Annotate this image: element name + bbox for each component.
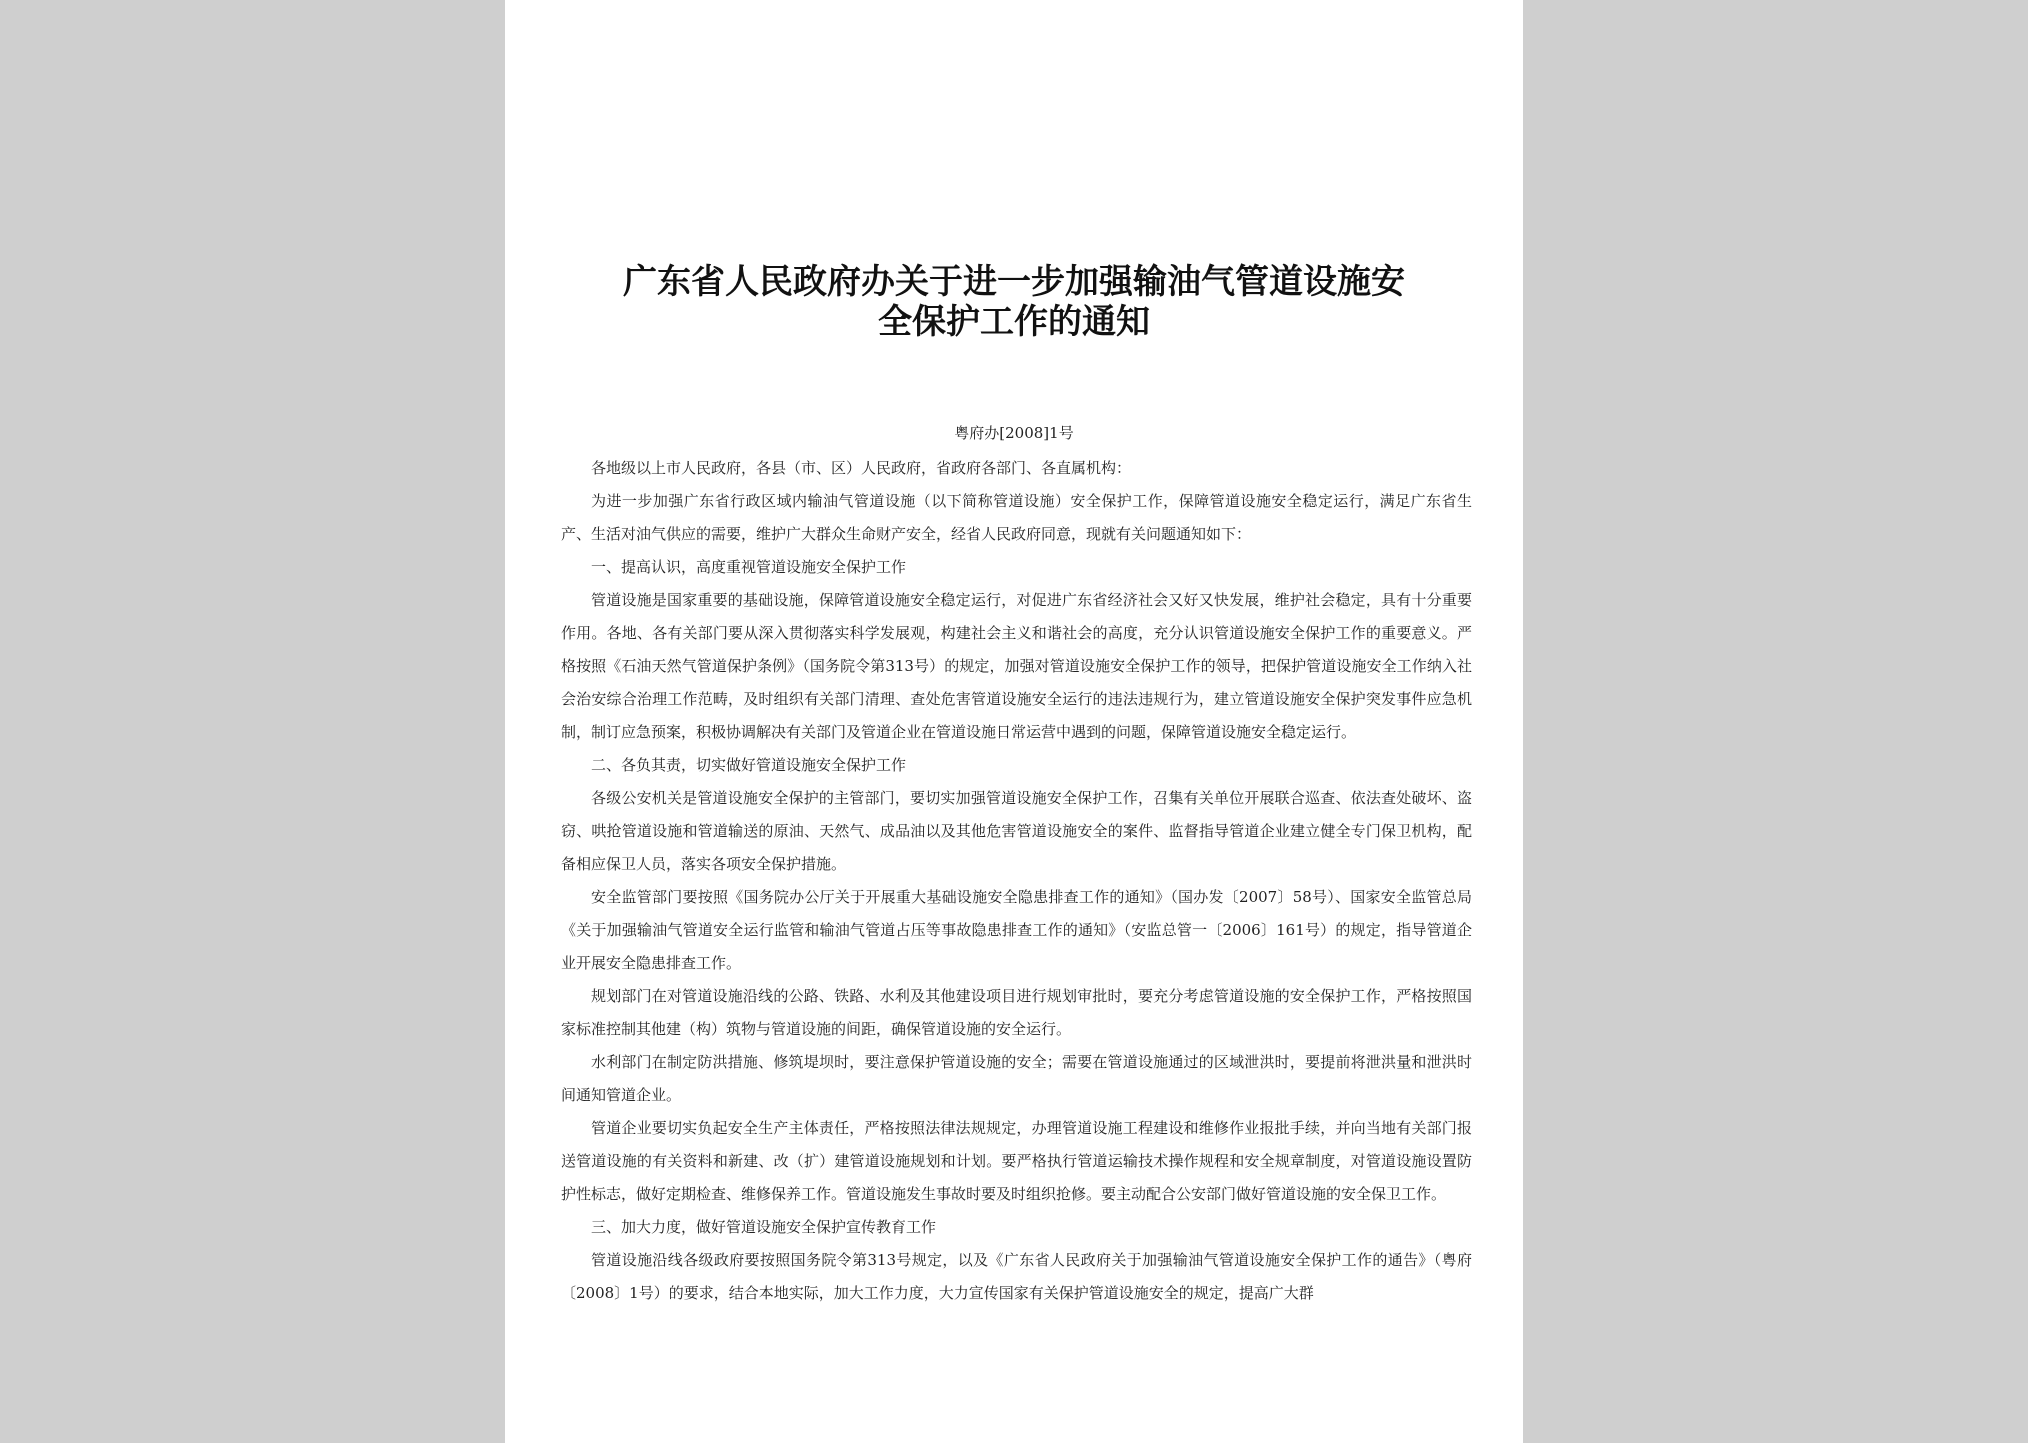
paragraph: 管道企业要切实负起安全生产主体责任，严格按照法律法规规定，办理管道设施工程建设和维修作业报批手续，并向当地有关部门报送管道设施的有关资料和新建、改（扩）建管道设施规划和计划。要严格执行管道运输技术操作规程和安全规章制度，对管道设施设置防护性标志，做好定期检查、维修保养工作。管道设施发生事故时要及时组织抢修。要主动配合公安部门做好管道设施的安全保卫工作。 xyxy=(561,1119,1472,1203)
paragraph: 水利部门在制定防洪措施、修筑堤坝时，要注意保护管道设施的安全；需要在管道设施通过的区域泄洪时，要提前将泄洪量和泄洪时间通知管道企业。 xyxy=(561,1053,1472,1104)
document-number: 粤府办[2008]1号 xyxy=(954,424,1074,442)
paragraph: 管道设施是国家重要的基础设施，保障管道设施安全稳定运行，对促进广东省经济社会又好又快发展，维护社会稳定，具有十分重要作用。各地、各有关部门要从深入贯彻落实科学发展观，构建社会主义和谐社会的高度，充分认识管道设施安全保护工作的重要意义。严格按照《石油天然气管道保护条例》（国务院令第313号）的规定，加强对管道设施安全保护工作的领导，把保护管道设施安全工作纳入社会治安综合治理工作范畴，及时组织有关部门清理、查处危害管道设施安全运行的违法违规行为，建立管道设施安全保护突发事件应急机制，制订应急预案，积极协调解决有关部门及管道企业在管道设施日常运营中遇到的问题，保障管道设施安全稳定运行。 xyxy=(561,591,1472,741)
paragraph: 安全监管部门要按照《国务院办公厅关于开展重大基础设施安全隐患排查工作的通知》（国办发〔2007〕58号）、国家安全监管总局《关于加强输油气管道安全运行监管和输油气管道占压等事故隐患排查工作的通知》（安监总管一〔2006〕161号）的规定，指导管道企业开展安全隐患排查工作。 xyxy=(561,888,1472,972)
paragraph: 管道设施沿线各级政府要按照国务院令第313号规定，以及《广东省人民政府关于加强输油气管道设施安全保护工作的通告》（粤府〔2008〕1号）的要求，结合本地实际，加大工作力度，大力宣传国家有关保护管道设施安全的规定，提高广大群 xyxy=(561,1251,1472,1302)
document-title xyxy=(505,262,1523,342)
document-page xyxy=(505,0,1523,1443)
section-heading-2: 二、各负其责，切实做好管道设施安全保护工作 xyxy=(591,756,907,774)
title-line-2: 全保护工作的通知 xyxy=(878,302,1150,342)
paragraph: 规划部门在对管道设施沿线的公路、铁路、水利及其他建设项目进行规划审批时，要充分考虑管道设施的安全保护工作，严格按照国家标准控制其他建（构）筑物与管道设施的间距，确保管道设施的安全运行。 xyxy=(561,987,1472,1038)
section-heading-3: 三、加大力度，做好管道设施安全保护宣传教育工作 xyxy=(591,1218,937,1236)
paragraph-intro: 为进一步加强广东省行政区域内输油气管道设施（以下简称管道设施）安全保护工作，保障管道设施安全稳定运行，满足广东省生产、生活对油气供应的需要，维护广大群众生命财产安全，经省人民政府同意，现就有关问题通知如下： xyxy=(561,492,1472,543)
title-line-1: 广东省人民政府办关于进一步加强输油气管道设施安 xyxy=(623,262,1405,302)
salutation: 各地级以上市人民政府，各县（市、区）人民政府，省政府各部门、各直属机构： xyxy=(591,459,1132,477)
paragraph: 各级公安机关是管道设施安全保护的主管部门，要切实加强管道设施安全保护工作，召集有关单位开展联合巡查、依法查处破坏、盗窃、哄抢管道设施和管道输送的原油、天然气、成品油以及其他危害管道设施安全的案件、监督指导管道企业建立健全专门保卫机构，配备相应保卫人员，落实各项安全保护措施。 xyxy=(561,789,1472,873)
section-heading-1: 一、提高认识，高度重视管道设施安全保护工作 xyxy=(591,558,907,576)
document-body xyxy=(561,452,1472,1310)
